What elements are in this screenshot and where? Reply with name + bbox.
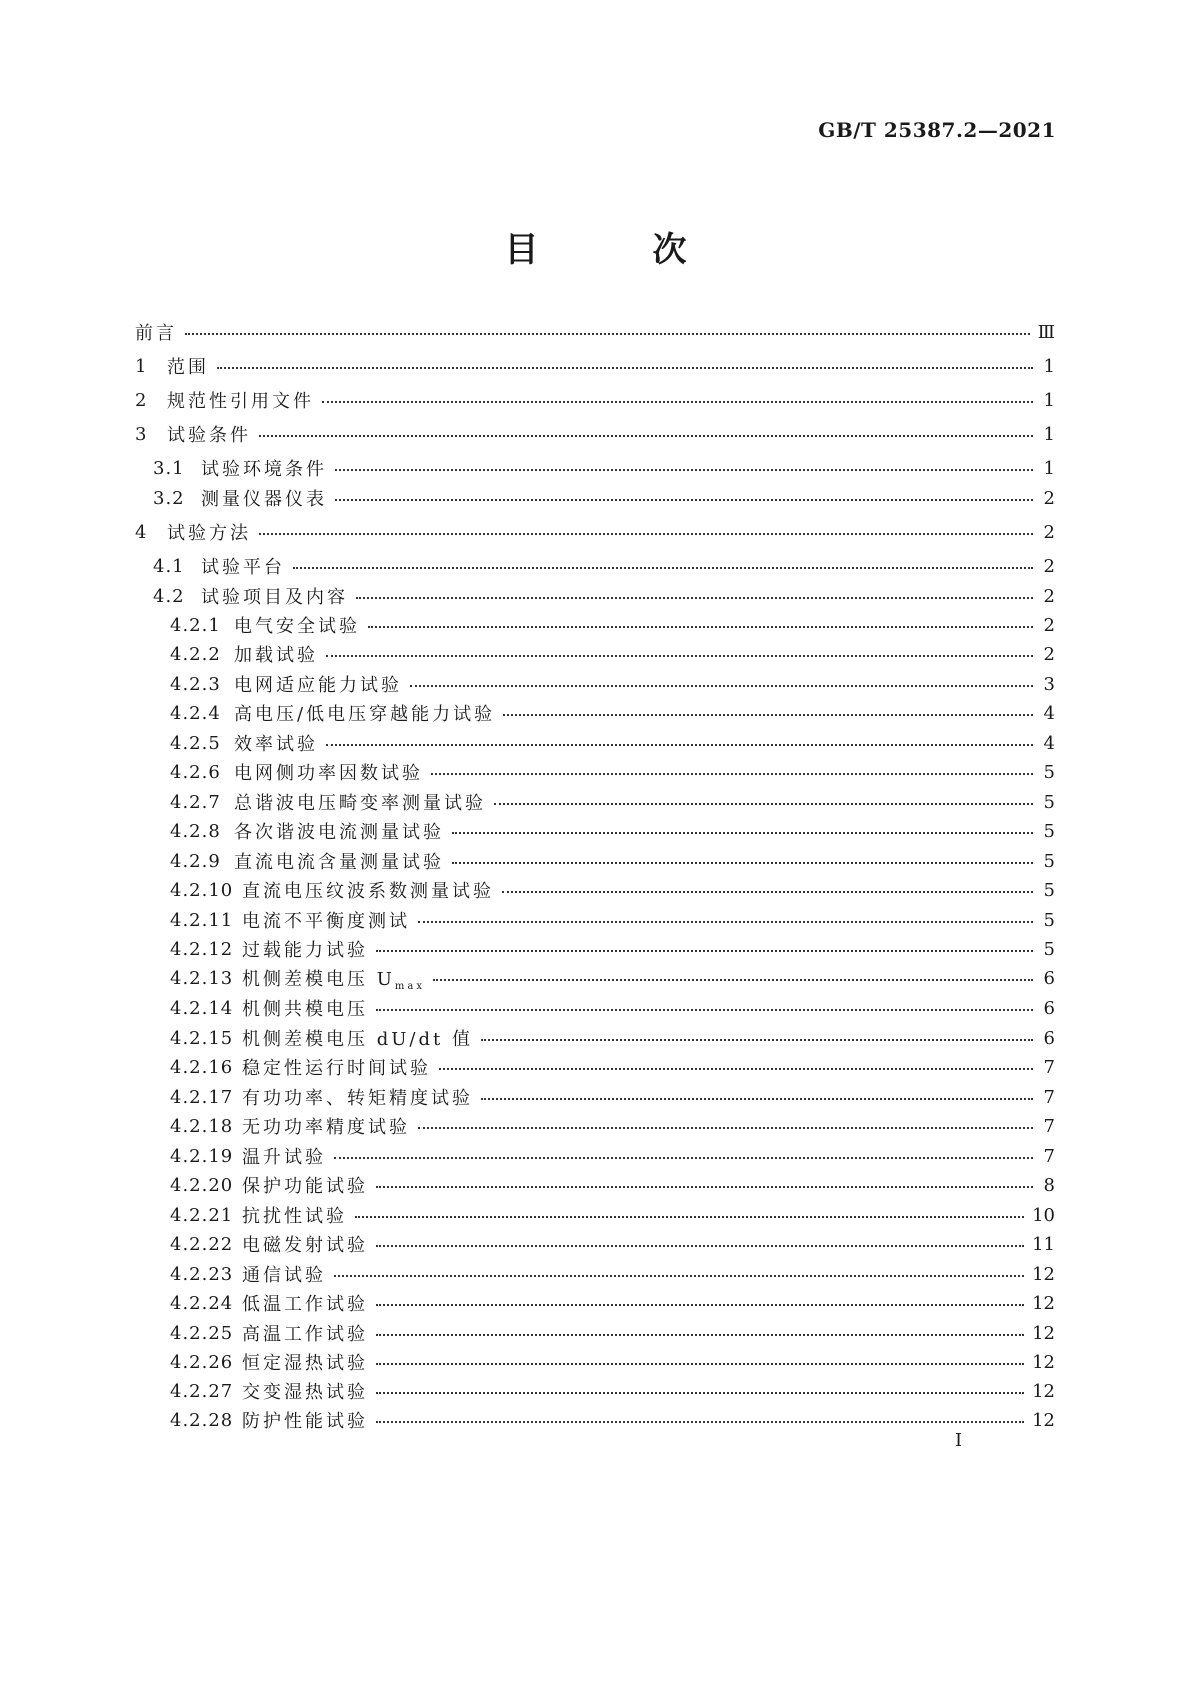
- toc-entry[interactable]: [135, 1321, 1055, 1345]
- toc-entry-title: [242, 1172, 368, 1198]
- toc-entry[interactable]: [135, 760, 1055, 784]
- toc-entry-title: [167, 387, 314, 413]
- toc-entry-title-text: 测量仪器仪表: [201, 489, 327, 510]
- toc-entry-title-text: 电流不平衡度测试: [242, 911, 410, 932]
- toc-entry[interactable]: [135, 554, 1055, 578]
- toc-entry[interactable]: [135, 1350, 1055, 1374]
- toc-entry-number: 3.2: [153, 487, 185, 509]
- toc-entry-subscript: max: [394, 980, 425, 992]
- dot-leader: [326, 744, 1033, 746]
- toc-entry-title-text: 电网侧功率因数试验: [234, 763, 423, 784]
- toc-entry-title: [242, 965, 425, 992]
- toc-entry[interactable]: [135, 849, 1055, 873]
- toc-entry-title-text: 有功功率、转矩精度试验: [242, 1088, 473, 1109]
- toc-entry-number: 2: [135, 389, 148, 411]
- toc-entry[interactable]: [135, 354, 1055, 378]
- toc-entry-number: 4.2.12: [170, 938, 234, 960]
- toc-entry-title-text: 直流电流含量测量试验: [234, 852, 444, 873]
- toc-entry-number: 4.2.25: [170, 1322, 234, 1344]
- toc-entry-page: 2: [1043, 643, 1055, 665]
- toc-entry-page: 7: [1043, 1086, 1055, 1108]
- dot-leader: [356, 597, 1033, 599]
- toc-entry-title: [242, 1407, 368, 1433]
- toc-entry-number: 4.2.15: [170, 1027, 234, 1049]
- toc-entry-title-text: 试验项目及内容: [201, 587, 348, 608]
- toc-entry-title: [242, 1084, 473, 1110]
- toc-entry-number: 1: [135, 355, 148, 377]
- toc-entry-number: 4.2.22: [170, 1233, 234, 1255]
- toc-entry-number: 4.2.24: [170, 1292, 234, 1314]
- toc-entry-number: 4.2.4: [170, 702, 221, 724]
- toc-entry-title-text: 电气安全试验: [234, 616, 360, 637]
- toc-entry-page: 12: [1032, 1263, 1055, 1285]
- toc-entry-title: [242, 1349, 368, 1375]
- toc-entry-title-text: 各次谐波电流测量试验: [234, 822, 444, 843]
- toc-entry-page: 11: [1032, 1233, 1055, 1255]
- toc-entry-page: 3: [1043, 673, 1055, 695]
- toc-entry-page: 12: [1032, 1292, 1055, 1314]
- dot-leader: [259, 435, 1033, 437]
- toc-entry-page: 2: [1043, 521, 1055, 543]
- toc-entry-title: [167, 421, 251, 447]
- toc-entry-page: 7: [1043, 1115, 1055, 1137]
- toc-entry-title: [242, 1143, 326, 1169]
- toc-entry-title: [234, 641, 318, 667]
- toc-entry-title: [167, 353, 209, 379]
- toc-entry-title-text: 机侧共模电压: [242, 999, 368, 1020]
- toc-entry-number: 4.2.14: [170, 997, 234, 1019]
- dot-leader: [376, 1392, 1024, 1394]
- dot-leader: [259, 533, 1033, 535]
- toc-entry-number: 4.1: [153, 555, 185, 577]
- toc-entry-title-text: 通信试验: [242, 1265, 326, 1286]
- toc-entry-page: 2: [1043, 555, 1055, 577]
- toc-entry-title: [234, 671, 402, 697]
- toc-entry-page: 7: [1043, 1145, 1055, 1167]
- toc-entry-title-text: 试验平台: [201, 557, 285, 578]
- toc-entry-number: 4.2.20: [170, 1174, 234, 1196]
- toc-entry-title: [242, 1054, 431, 1080]
- toc-entry-title-text: 保护功能试验: [242, 1176, 368, 1197]
- dot-leader: [376, 950, 1033, 952]
- toc-entry[interactable]: [135, 1232, 1055, 1256]
- toc-entry-title: [242, 1202, 347, 1228]
- toc-entry-title-text: 机侧差模电压 U: [242, 968, 395, 990]
- toc-entry[interactable]: [135, 1408, 1055, 1432]
- toc-entry-title: [201, 485, 327, 511]
- toc-entry-number: 4.2.6: [170, 761, 221, 783]
- toc-entry-page: 2: [1043, 487, 1055, 509]
- toc-entry-page: 2: [1043, 614, 1055, 636]
- dot-leader: [376, 1334, 1024, 1336]
- page-number: Ⅰ: [955, 1430, 963, 1451]
- toc-entry-number: 4.2.27: [170, 1380, 234, 1402]
- toc-entry-title-text: 无功功率精度试验: [242, 1117, 410, 1138]
- toc-entry[interactable]: [135, 731, 1055, 755]
- toc-entry-title-text: 试验方法: [167, 523, 251, 544]
- toc-entry-title: [242, 1378, 368, 1404]
- toc-entry-page: 12: [1032, 1322, 1055, 1344]
- toc-entry-number: 4.2.21: [170, 1204, 234, 1226]
- toc-entry-number: 4.2.1: [170, 614, 221, 636]
- toc-entry[interactable]: [135, 486, 1055, 510]
- toc-entry-number: 4.2.2: [170, 643, 221, 665]
- toc-entry-title-text: 加载试验: [234, 645, 318, 666]
- dot-leader: [418, 1127, 1033, 1129]
- toc-entry-number: 4.2.23: [170, 1263, 234, 1285]
- toc-entry-title-text: 低温工作试验: [242, 1294, 368, 1315]
- page-title: 目 次: [504, 230, 727, 270]
- dot-leader: [376, 1245, 1024, 1247]
- toc-entry[interactable]: [135, 1262, 1055, 1286]
- toc-entry-title-text: 抗扰性试验: [242, 1206, 347, 1227]
- toc-entry-number: 4.2.18: [170, 1115, 234, 1137]
- toc-entry-page: 12: [1032, 1380, 1055, 1402]
- toc-entry-title-text: 交变湿热试验: [242, 1382, 368, 1403]
- dot-leader: [376, 1186, 1033, 1188]
- dot-leader: [185, 333, 1030, 335]
- dot-leader: [322, 401, 1033, 403]
- toc-entry-title-text: 范围: [167, 357, 209, 378]
- toc-entry-title-text: 规范性引用文件: [167, 391, 314, 412]
- toc-entry-title-text: 高电压/低电压穿越能力试验: [234, 704, 496, 725]
- toc-entry-page: 6: [1043, 1027, 1055, 1049]
- toc-entry-title-text: 直流电压纹波系数测量试验: [242, 881, 494, 902]
- toc-entry-page: 4: [1043, 702, 1055, 724]
- toc-entry[interactable]: [135, 1173, 1055, 1197]
- toc-entry-number: 4.2.28: [170, 1409, 234, 1431]
- toc-entry-title-text: 温升试验: [242, 1147, 326, 1168]
- toc-entry[interactable]: [135, 388, 1055, 412]
- toc-entry[interactable]: [135, 996, 1055, 1020]
- toc-entry-number: 3: [135, 423, 148, 445]
- toc-entry[interactable]: [135, 908, 1055, 932]
- dot-leader: [481, 1039, 1033, 1041]
- toc-entry-title: [242, 1113, 410, 1139]
- toc-entry-number: 4: [135, 521, 148, 543]
- toc-entry-title: [242, 995, 368, 1021]
- toc-entry-title-text: 高温工作试验: [242, 1324, 368, 1345]
- dot-leader: [376, 1421, 1024, 1423]
- toc-entry-title: [201, 455, 327, 481]
- toc-entry-number: 4.2.8: [170, 820, 221, 842]
- dot-leader: [326, 655, 1033, 657]
- toc-entry-title-text: 试验条件: [167, 425, 251, 446]
- toc-entry[interactable]: [135, 1144, 1055, 1168]
- toc-entry-title: [201, 583, 348, 609]
- toc-entry-number: 4.2.16: [170, 1056, 234, 1078]
- toc-entry[interactable]: [135, 520, 1055, 544]
- toc-entry-number: 4.2.11: [170, 909, 234, 931]
- toc-entry-page: 5: [1043, 879, 1055, 901]
- toc-entry[interactable]: [135, 320, 1055, 344]
- dot-leader: [335, 499, 1033, 501]
- dot-leader: [376, 1009, 1033, 1011]
- toc-entry-page: Ⅲ: [1037, 321, 1055, 343]
- toc-entry-page: 5: [1043, 938, 1055, 960]
- toc-entry-page: 6: [1043, 997, 1055, 1019]
- dot-leader: [293, 567, 1033, 569]
- toc-entry-number: 4.2.17: [170, 1086, 234, 1108]
- toc-entry-title: [234, 730, 318, 756]
- dot-leader: [355, 1216, 1024, 1218]
- toc-entry-page: 7: [1043, 1056, 1055, 1078]
- toc-entry-title-text: 防护性能试验: [242, 1411, 368, 1432]
- toc-entry-title: [234, 700, 495, 726]
- toc-entry-number: 4.2.10: [170, 879, 234, 901]
- toc-entry[interactable]: [135, 456, 1055, 480]
- dot-leader: [439, 1068, 1033, 1070]
- toc-entry-title: [242, 1320, 368, 1346]
- dot-leader: [418, 921, 1033, 923]
- dot-leader: [376, 1304, 1024, 1306]
- toc-entry[interactable]: [135, 937, 1055, 961]
- toc-entry-page: 5: [1043, 791, 1055, 813]
- dot-leader: [410, 685, 1033, 687]
- toc-entry-title: [242, 936, 368, 962]
- toc-entry-title-text: 电磁发射试验: [242, 1235, 368, 1256]
- dot-leader: [503, 714, 1033, 716]
- toc-entry-title-text: 过载能力试验: [242, 940, 368, 961]
- toc-entry-title: [234, 848, 444, 874]
- toc-entry-number: 4.2.13: [170, 967, 234, 989]
- toc-entry-page: 5: [1043, 761, 1055, 783]
- toc-entry-number: 4.2.9: [170, 850, 221, 872]
- toc-entry-title-text: 恒定湿热试验: [242, 1353, 368, 1374]
- toc-entry-title: [135, 319, 177, 345]
- dot-leader: [431, 773, 1033, 775]
- toc-entry-title: [242, 1231, 368, 1257]
- dot-leader: [334, 1157, 1033, 1159]
- toc-entry-number: 4.2: [153, 585, 185, 607]
- toc-entry[interactable]: [135, 1055, 1055, 1079]
- toc-entry-number: 4.2.19: [170, 1145, 234, 1167]
- toc-entry-title-text: 总谐波电压畸变率测量试验: [234, 793, 486, 814]
- toc-entry-page: 1: [1043, 389, 1055, 411]
- toc-entry-title-text: 机侧差模电压 dU/dt 值: [242, 1029, 473, 1050]
- toc-entry[interactable]: [135, 584, 1055, 608]
- dot-leader: [481, 1098, 1033, 1100]
- toc-entry[interactable]: [135, 1379, 1055, 1403]
- toc-entry[interactable]: [135, 1203, 1055, 1227]
- toc-entry-page: 10: [1032, 1204, 1055, 1226]
- toc-entry-title: [242, 877, 494, 903]
- dot-leader: [452, 862, 1033, 864]
- toc-entry[interactable]: [135, 1085, 1055, 1109]
- standard-number: GB/T 25387.2—2021: [818, 118, 1056, 142]
- dot-leader: [494, 803, 1033, 805]
- toc-entry-title: [234, 759, 423, 785]
- toc-entry-page: 5: [1043, 909, 1055, 931]
- toc-entry-title-text: 电网适应能力试验: [234, 675, 402, 696]
- toc-entry-title: [242, 1025, 473, 1051]
- toc-entry-title-text: 前言: [135, 323, 177, 344]
- toc-entry-title-text: 效率试验: [234, 734, 318, 755]
- toc-entry-title: [234, 612, 360, 638]
- toc-entry-title: [167, 519, 251, 545]
- toc-entry-title: [242, 1290, 368, 1316]
- toc-entry-number: 4.2.3: [170, 673, 221, 695]
- toc-entry[interactable]: [135, 672, 1055, 696]
- toc-entry-page: 1: [1043, 355, 1055, 377]
- toc-entry-title-text: 稳定性运行时间试验: [242, 1058, 431, 1079]
- toc-entry-page: 1: [1043, 457, 1055, 479]
- dot-leader: [452, 832, 1033, 834]
- toc-entry-title: [201, 553, 285, 579]
- dot-leader: [502, 891, 1033, 893]
- toc-entry-page: 12: [1032, 1409, 1055, 1431]
- dot-leader: [376, 1363, 1024, 1365]
- toc-entry-page: 12: [1032, 1351, 1055, 1373]
- toc-entry-page: 2: [1043, 585, 1055, 607]
- toc-entry-number: 4.2.26: [170, 1351, 234, 1373]
- toc-entry-page: 4: [1043, 732, 1055, 754]
- toc-entry-number: 4.2.7: [170, 791, 221, 813]
- toc-entry-number: 3.1: [153, 457, 185, 479]
- toc-entry[interactable]: [135, 966, 1055, 990]
- toc-entry[interactable]: [135, 790, 1055, 814]
- dot-leader: [217, 367, 1033, 369]
- toc-entry[interactable]: [135, 1291, 1055, 1315]
- dot-leader: [335, 469, 1033, 471]
- toc-entry-page: 1: [1043, 423, 1055, 445]
- toc-entry-title: [242, 907, 410, 933]
- toc-entry-page: 5: [1043, 820, 1055, 842]
- toc-entry-number: 4.2.5: [170, 732, 221, 754]
- toc-entry-title: [242, 1261, 326, 1287]
- toc-entry-title: [234, 789, 486, 815]
- dot-leader: [368, 626, 1033, 628]
- toc-entry[interactable]: [135, 613, 1055, 637]
- toc-entry[interactable]: [135, 878, 1055, 902]
- toc-entry[interactable]: [135, 422, 1055, 446]
- dot-leader: [334, 1275, 1024, 1277]
- toc-entry-page: 8: [1043, 1174, 1055, 1196]
- toc-entry[interactable]: [135, 701, 1055, 725]
- dot-leader: [433, 979, 1033, 981]
- toc-entry[interactable]: [135, 1026, 1055, 1050]
- toc-entry-page: 5: [1043, 850, 1055, 872]
- toc-entry[interactable]: [135, 819, 1055, 843]
- toc-entry[interactable]: [135, 1114, 1055, 1138]
- toc-entry-title-text: 试验环境条件: [201, 459, 327, 480]
- toc-entry[interactable]: [135, 642, 1055, 666]
- toc-entry-title: [234, 818, 444, 844]
- toc-entry-page: 6: [1043, 967, 1055, 989]
